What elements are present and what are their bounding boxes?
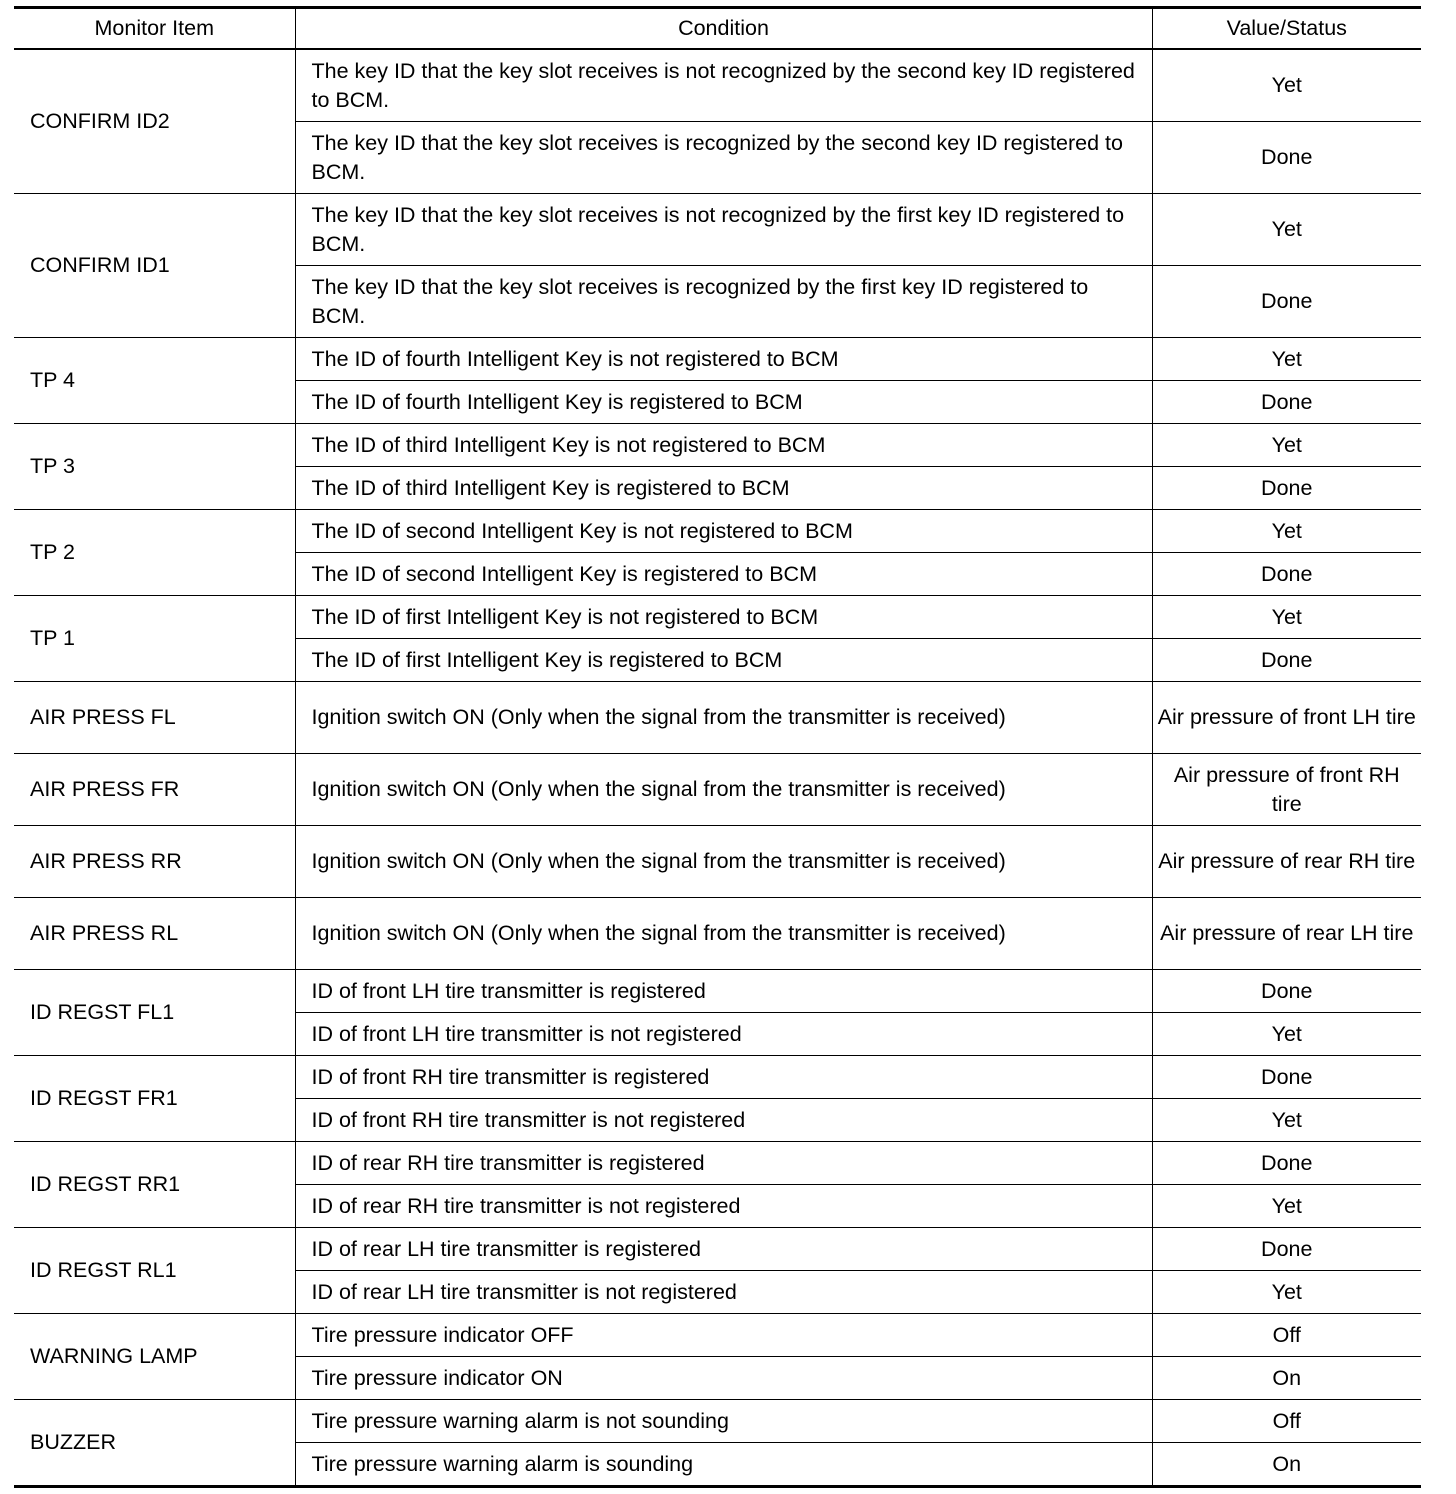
table-row [14, 194, 1421, 266]
table-row [14, 424, 1421, 467]
value-status-cell: Done [1152, 553, 1421, 596]
value-status-cell: Yet [1152, 1271, 1421, 1314]
monitor-item-cell: WARNING LAMP [14, 1314, 295, 1400]
monitor-item-cell: ID REGST RR1 [14, 1142, 295, 1228]
monitor-item-cell: AIR PRESS RL [14, 898, 295, 970]
value-status-cell: Yet [1152, 1013, 1421, 1056]
value-status-cell: Yet [1152, 1185, 1421, 1228]
table-row [14, 682, 1421, 754]
monitor-table [14, 6, 1421, 1488]
condition-cell: The ID of fourth Intelligent Key is registered to BCM [295, 381, 1152, 424]
condition-cell: The ID of third Intelligent Key is registered to BCM [295, 467, 1152, 510]
condition-cell: The ID of first Intelligent Key is not registered to BCM [295, 596, 1152, 639]
table-row [14, 1056, 1421, 1099]
value-status-cell: Yet [1152, 1099, 1421, 1142]
value-status-cell: Done [1152, 467, 1421, 510]
monitor-item-cell: ID REGST RL1 [14, 1228, 295, 1314]
table-row [14, 898, 1421, 970]
value-status-cell: On [1152, 1357, 1421, 1400]
condition-cell: Ignition switch ON (Only when the signal from the transmitter is received) [295, 682, 1152, 754]
condition-cell: Ignition switch ON (Only when the signal from the transmitter is received) [295, 898, 1152, 970]
monitor-item-cell: AIR PRESS RR [14, 826, 295, 898]
table-row [14, 338, 1421, 381]
value-status-cell: Air pressure of front LH tire [1152, 682, 1421, 754]
condition-cell: The ID of second Intelligent Key is not registered to BCM [295, 510, 1152, 553]
header-value-status: Value/Status [1152, 8, 1421, 50]
value-status-cell: Yet [1152, 49, 1421, 122]
monitor-item-cell: AIR PRESS FR [14, 754, 295, 826]
condition-cell: The ID of third Intelligent Key is not registered to BCM [295, 424, 1152, 467]
table-row [14, 754, 1421, 826]
condition-cell: The ID of second Intelligent Key is registered to BCM [295, 553, 1152, 596]
value-status-cell: Off [1152, 1400, 1421, 1443]
monitor-item-cell: TP 3 [14, 424, 295, 510]
value-status-cell: Yet [1152, 194, 1421, 266]
value-status-cell: Done [1152, 266, 1421, 338]
monitor-item-cell: CONFIRM ID2 [14, 49, 295, 194]
monitor-item-cell: TP 2 [14, 510, 295, 596]
value-status-cell: Off [1152, 1314, 1421, 1357]
value-status-cell: Yet [1152, 510, 1421, 553]
condition-cell: The key ID that the key slot receives is not recognized by the first key ID registered to BCM. [295, 194, 1152, 266]
value-status-cell: Yet [1152, 424, 1421, 467]
condition-cell: ID of rear RH tire transmitter is not registered [295, 1185, 1152, 1228]
condition-cell: ID of rear LH tire transmitter is registered [295, 1228, 1152, 1271]
condition-cell: Tire pressure warning alarm is sounding [295, 1443, 1152, 1487]
condition-cell: Tire pressure indicator ON [295, 1357, 1152, 1400]
value-status-cell: Yet [1152, 596, 1421, 639]
condition-cell: ID of front RH tire transmitter is registered [295, 1056, 1152, 1099]
table-header-row [14, 8, 1421, 50]
condition-cell: The ID of first Intelligent Key is registered to BCM [295, 639, 1152, 682]
condition-cell: ID of front LH tire transmitter is registered [295, 970, 1152, 1013]
monitor-item-cell: ID REGST FL1 [14, 970, 295, 1056]
table-body [14, 49, 1421, 1487]
monitor-item-cell: ID REGST FR1 [14, 1056, 295, 1142]
value-status-cell: Done [1152, 970, 1421, 1013]
condition-cell: Ignition switch ON (Only when the signal from the transmitter is received) [295, 826, 1152, 898]
value-status-cell: Done [1152, 1142, 1421, 1185]
condition-cell: ID of rear RH tire transmitter is registered [295, 1142, 1152, 1185]
monitor-item-cell: TP 4 [14, 338, 295, 424]
table-row [14, 1314, 1421, 1357]
table-row [14, 510, 1421, 553]
condition-cell: The key ID that the key slot receives is not recognized by the second key ID registered to BCM. [295, 49, 1152, 122]
condition-cell: The key ID that the key slot receives is recognized by the second key ID registered to BCM. [295, 122, 1152, 194]
condition-cell: ID of rear LH tire transmitter is not registered [295, 1271, 1152, 1314]
monitor-table-container [14, 6, 1421, 1488]
value-status-cell: Done [1152, 1056, 1421, 1099]
value-status-cell: On [1152, 1443, 1421, 1487]
condition-cell: The ID of fourth Intelligent Key is not registered to BCM [295, 338, 1152, 381]
header-condition: Condition [295, 8, 1152, 50]
value-status-cell: Done [1152, 381, 1421, 424]
condition-cell: ID of front RH tire transmitter is not registered [295, 1099, 1152, 1142]
value-status-cell: Done [1152, 1228, 1421, 1271]
monitor-item-cell: BUZZER [14, 1400, 295, 1487]
value-status-cell: Air pressure of front RH tire [1152, 754, 1421, 826]
condition-cell: Tire pressure indicator OFF [295, 1314, 1152, 1357]
value-status-cell: Done [1152, 122, 1421, 194]
condition-cell: ID of front LH tire transmitter is not registered [295, 1013, 1152, 1056]
monitor-item-cell: CONFIRM ID1 [14, 194, 295, 338]
table-row [14, 596, 1421, 639]
value-status-cell: Air pressure of rear LH tire [1152, 898, 1421, 970]
table-row [14, 970, 1421, 1013]
value-status-cell: Done [1152, 639, 1421, 682]
value-status-cell: Air pressure of rear RH tire [1152, 826, 1421, 898]
condition-cell: Tire pressure warning alarm is not sounding [295, 1400, 1152, 1443]
condition-cell: Ignition switch ON (Only when the signal from the transmitter is received) [295, 754, 1152, 826]
header-monitor-item: Monitor Item [94, 16, 214, 40]
table-row [14, 1142, 1421, 1185]
monitor-item-cell: TP 1 [14, 596, 295, 682]
condition-cell: The key ID that the key slot receives is recognized by the first key ID registered to BCM. [295, 266, 1152, 338]
monitor-item-cell: AIR PRESS FL [14, 682, 295, 754]
table-row [14, 49, 1421, 122]
table-row [14, 826, 1421, 898]
value-status-cell: Yet [1152, 338, 1421, 381]
table-row [14, 1400, 1421, 1443]
table-row [14, 1228, 1421, 1271]
